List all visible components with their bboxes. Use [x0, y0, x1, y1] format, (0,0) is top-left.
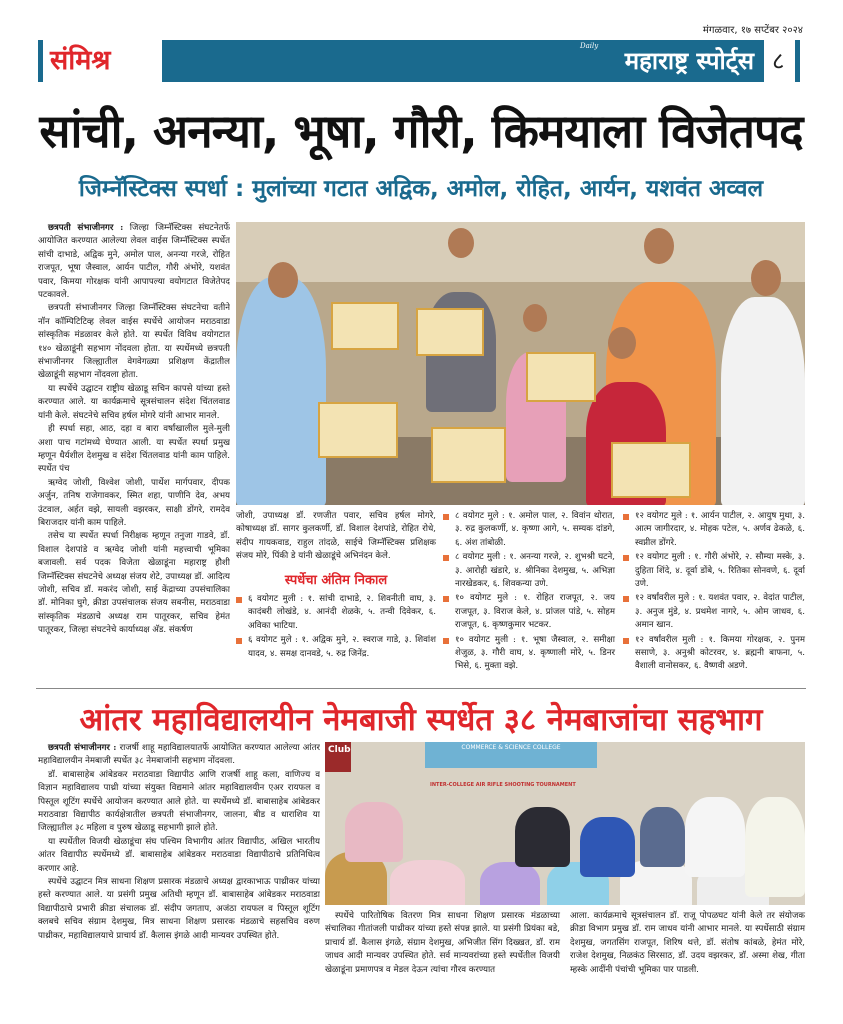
- article-divider: [36, 688, 806, 689]
- article-column-1: [38, 222, 230, 682]
- results-column-2: [623, 510, 805, 675]
- masthead-daily: Daily: [580, 42, 599, 50]
- club-sign: Club: [325, 742, 351, 772]
- article-headline: सांची, अनन्या, भूषा, गौरी, किमयाला विजेतपद: [39, 104, 803, 158]
- article-headline: आंतर महाविद्यालयीन नेमबाजी स्पर्धेत ३८ नेमबाजांचा सहभाग: [79, 702, 763, 738]
- result-item: १२ वयोगट मुली : १. गौरी अंभोरे, २. सौम्या मस्के, ३. दुहिता शिंदे, ४. दूर्वा डोंबे, ५. रितिका सोनवणे, ६. दूर्वा उणे.: [623, 551, 805, 591]
- results-column-1: [443, 510, 615, 675]
- paragraph: या स्पर्धेतील विजयी खेळाडूंचा संघ पश्चिम विभागीय आंतर विद्यापीठ, अखिल भारतीय आंतर विद्यापीठ स्पर्धेमध्ये डॉ. बाबासाहेब आंबेडकर मराठवाडा विद्यापीठाचे प्रतिनिधित्व करणार आहे.: [38, 836, 320, 874]
- paragraph: आला. कार्यक्रमाचे सूत्रसंचालन डॉ. राजू पोपळघट यांनी केले तर संयोजक क्रीडा विभाग प्रमुख डॉ. राम जाधव यांनी आभार मानले. या स्पर्धेसाठी संग्राम देशमुख, जगतसिंग राजपूत, शिरिष थत्ते, डॉ. संतोष कांबळे, हेमंत मोरे, राजेश देशमुख, निळकंठ सिरसाठ, डॉ. उदय वझरकर, डॉ. अस्मा शेख, गीता म्हस्के आदींनी पंचांची भूमिका पार पाडली.: [570, 911, 805, 975]
- paragraph: राजर्षी शाहू महाविद्यालयातर्फे आयोजित करण्यात आलेल्या आंतर महाविद्यालयीन नेमबाजी स्पर्धेत ३८ नेमबाजांनी सहभाग नोंदवला.: [38, 743, 320, 767]
- paragraph: या स्पर्धेचे उद्घाटन राष्ट्रीय खेळाडू सचिन कापसे यांच्या हस्ते करण्यात आले. या कार्यक्रमाचे सूत्रसंचालन संदेश चिंतलवाड यांनी केले. संघटनेचे सचिव हर्षल मोगरे यांनी आभार मानले.: [38, 383, 230, 421]
- article2-column-1: [38, 742, 320, 1004]
- shooting-photo: [325, 742, 805, 905]
- photo-banner: COMMERCE & SCIENCE COLLEGE: [425, 742, 597, 768]
- dateline: छत्रपती संभाजीनगर :: [48, 223, 124, 233]
- result-item: ६ वयोगट मुली : १. सांची दाभाडे, २. शिवनीती वाघ, ३. कादंबरी लोखंडे, ४. आनंदी शेळके, ५. तन्वी दिवेकर, ६. अविका भाटिया.: [236, 593, 436, 633]
- result-item: ८ वयोगट मुली : १. अनन्या गरजे, २. शुभश्री घटने, ३. आरोही खंडारे, ४. श्रीनिका देशमुख, ५. अभिज्ञा नारखेडकर, ६. शिवकन्या उणे.: [443, 551, 615, 591]
- article2-column-2: [325, 910, 560, 977]
- paragraph: जिल्हा जिम्नॅस्टिक्स संघटनेतर्फे आयोजित करण्यात आलेल्या लेवल वाईस जिम्नॅस्टिक्स स्पर्धेत सांची दाभाडे, अद्विक मुने, अमोल पाल, अनन्या गरजे, रोहित राजपूत, भूषा जैस्वाल, आर्यन पाटील, गौरी अंभोरे, यशवंत पवार, किमया गोरक्षक यांनी आपापल्या वयोगटात विजेतेपद पटकावले.: [38, 223, 230, 301]
- dateline: छत्रपती संभाजीनगर :: [48, 743, 117, 753]
- article-subheadline: जिम्नॅस्टिक्स स्पर्धा : मुलांच्या गटात अद्विक, अमोल, रोहित, आर्यन, यशवंत अव्वल: [78, 176, 764, 202]
- article2-column-3: [570, 910, 805, 977]
- result-item: १२ वयोगट मुले : १. आर्यन पाटील, २. आयुष मुथा, ३. आत्म जागीरदार, ४. मोहक पटेल, ५. अर्णव ढेकळे, ६. स्वप्नील डोंगरे.: [623, 510, 805, 550]
- paragraph: स्पर्धेचे पारितोषिक वितरण मित्र साधना शिक्षण प्रसारक मंडळाच्या संचालिका गीतांजली पाथ्रीकर यांच्या हस्ते संपन्न झाले. या प्रसंगी प्रियंका बडे, प्राचार्य डॉ. कैलास इंगळे, संग्राम देशमुख, अभिजीत सिंग दिख्खत, डॉ. राम जाधव आदी मान्यवर उपस्थित होते. सर्व मान्यवरांच्या हस्ते स्पर्धेतील विजयी खेळाडूंना प्रमाणपत्र व मेडल देऊन त्यांचा गौरव करण्यात: [325, 911, 560, 975]
- paragraph: ऋग्वेद जोशी, विश्वेश जोशी, पार्थेश मार्गपवार, दीपक अर्जुन, तनिष राजेगावकर, स्मित शहा, पाणीनि देव, अभय उंटवाल, अर्हत वझे, सायली वझरकर, साक्षी डोंगरे, रामदेव बिराजदार यांनी काम पाहिले.: [38, 477, 230, 528]
- paragraph: जोशी, उपाध्यक्ष डॉ. रणजीत पवार, सचिव हर्षल मोगरे, कोषाध्यक्ष डॉ. सागर कुलकर्णी, डॉ. विशाल देशपांडे, रोहित रोधे, संदीप गायकवाड, राहुल तांदळे, साईचे जिम्नॅस्टिक्स प्रशिक्षक संजय मोरे, पिंकी डे यांनी खेळाडूंचे अभिनंदन केले.: [236, 511, 436, 562]
- results-title: स्पर्धेचा अंतिम निकाल: [284, 572, 388, 588]
- section-title: संमिश्र: [50, 45, 111, 76]
- paragraph: तसेच या स्पर्धेत स्पर्धा निरीक्षक म्हणून तनुजा गाडवे, डॉ. विशाल देशपांडे व ऋग्वेद जोशी यांनी महत्त्वाची भूमिका बजावली. सर्व पदक विजेता खेळाडूंना महाराष्ट्र हौशी जिम्नॅस्टिक्स संघटनेचे अध्यक्ष संजय शेटे, उपाध्यक्ष डॉ. आदित्य जोशी, सचिव डॉ. मकरंद जोशी, साई केंद्राच्या उपसंचालिका डॉ. मोनिका घुगे, क्रीडा उपसंचालक संजय सबनीस, मराठवाडा सांस्कृतिक मंडळाचे अध्यक्ष राम पातूरकर, सचिव हेमंत पातूरकर, जिल्हा संघटनेचे कार्याध्यक्ष अ‍ॅड. संकर्षण: [38, 531, 230, 636]
- issue-date: मंगळवार, १७ सप्टेंबर २०२४: [702, 25, 803, 36]
- photo-banner-2: INTER-COLLEGE AIR RIFLE SHOOTING TOURNAMENT: [430, 782, 576, 788]
- result-item: १२ वर्षांवरील मुले : १. यशवंत पवार, २. वेदांत पाटील, ३. अनुज मुंडे, ४. प्रथमेश नागरे, ५. ओम जाधव, ६. अमान खान.: [623, 592, 805, 632]
- result-item: १० वयोगट मुले : १. रोहित राजपूत, २. जय राजपूत, ३. विराज केले, ४. प्रांजल पांडे, ५. सोहम राजपूत, ६. कृष्णकुमार भटकर.: [443, 592, 615, 632]
- paragraph: डॉ. बाबासाहेब आंबेडकर मराठवाडा विद्यापीठ आणि राजर्षी शाहू कला, वाणिज्य व विज्ञान महाविद्यालय पाथ्री यांच्या संयुक्त विद्यमाने आंतर महाविद्यालयीन एअर रायफल व पिस्तूल शूटिंग स्पर्धेचे आयोजन करण्यात आले होते. या स्पर्धेमध्ये डॉ. बाबासाहेब आंबेडकर मराठवाडा विद्यापीठ कार्यक्षेत्रातील छत्रपती संभाजीनगर, जालना, बीड व धाराशिव या जिल्ह्यातील ३८ महिला व पुरुष खेळाडू सहभागी झाले होते.: [38, 769, 320, 834]
- paragraph: स्पर्धेचे उद्घाटन मित्र साधना शिक्षण प्रसारक मंडळाचे अध्यक्ष द्वारकाभाऊ पाथ्रीकर यांच्या हस्ते करण्यात आले. या प्रसंगी प्रमुख अतिथी म्हणून डॉ. बाबासाहेब आंबेडकर मराठवाडा विद्यापीठाचे प्रभारी क्रीडा संचालक डॉ. संदीप जगताप, अजंठा रायफल व पिस्तूल शूटिंग क्लबचे सचिव संग्राम देशमुख, मित्र साधना शिक्षण प्रसारक मंडळाचे सहसचिव वरुण पाथ्रीकर, महाविद्यालयाचे प्राचार्य डॉ. कैलास इंगळे आदी मान्यवर उपस्थित होते.: [38, 877, 320, 941]
- paragraph: ही स्पर्धा सहा, आठ, दहा व बारा वर्षांखालील मुले-मुली अशा पाच गटांमध्ये घेण्यात आली. या स्पर्धेत स्पर्धा प्रमुख म्हणून धैर्यशील देशमुख व संदेश चिंतलवाड यांनी काम पाहिले. स्पर्धेत पंच: [38, 424, 230, 475]
- section-divider: [795, 40, 800, 82]
- gymnastics-photo: [236, 222, 805, 505]
- article-column-2: [236, 510, 436, 662]
- result-item: ६ वयोगट मुले : १. अद्विक मुने, २. स्वराज गाडे, ३. शिवांश यादव, ४. समक्ष दानवडे, ५. रुद्र जिनेंद्र.: [236, 634, 436, 661]
- page-number: ८: [772, 47, 785, 75]
- result-item: १२ वर्षांवरील मुली : १. किमया गोरक्षक, २. पुनम ससाणे, ३. अनुश्री कोटरवर, ४. ब्रह्मनी बाफना, ५. वैशाली वानोसकर, ६. वैष्णवी अडणे.: [623, 634, 805, 674]
- newspaper-logo: महाराष्ट्र स्पोर्ट्स: [624, 47, 754, 75]
- result-item: १० वयोगट मुली : १. भूषा जैस्वाल, २. समीक्षा शेजुळ, ३. गौरी वाघ, ४. कृष्णाली मोरे, ५. डिनर भिसे, ६. मुक्ता वझे.: [443, 634, 615, 674]
- paragraph: छत्रपती संभाजीनगर जिल्हा जिम्नॅस्टिक्स संघटनेचा वतीने नॉन कॉम्पिटिटिव्ह लेवल वाईस स्पर्धेचे आयोजन मराठवाडा सांस्कृतिक मंडळावर केले होते. या स्पर्धेत विविध वयोगटात १४० खेळाडूंनी सहभाग नोंदवला होता. या स्पर्धेमध्ये छत्रपती संभाजीनगर जिल्ह्यातील वेगवेगळ्या प्रशिक्षण केंद्रातील खेळाडूंनी सहभाग नोंदवला होता.: [38, 303, 230, 381]
- result-item: ८ वयोगट मुले : १. अमोल पाल, २. विवांन थोरात, ३. रुद्र कुलकर्णी, ४. कृष्णा आगे, ५. सम्यक दांडगे, ६. अंश तांबोळी.: [443, 510, 615, 550]
- section-divider: [38, 40, 43, 82]
- masthead-bar: [162, 40, 764, 82]
